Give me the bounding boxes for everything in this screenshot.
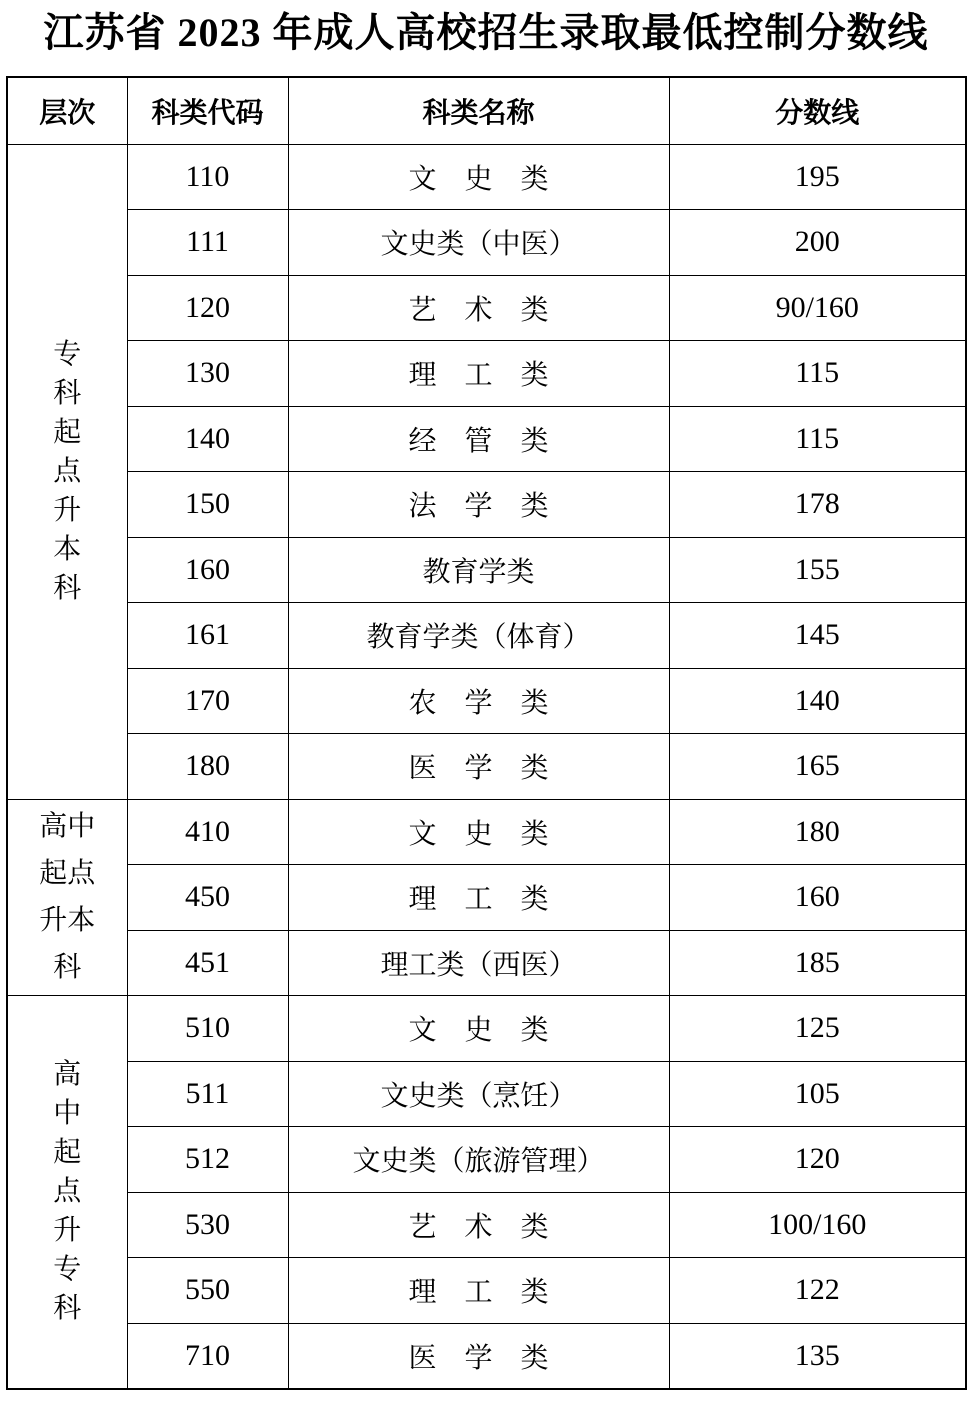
score-cell: 135	[669, 1323, 966, 1389]
name-cell: 医 学 类	[288, 1323, 669, 1389]
name-cell: 教育学类	[288, 537, 669, 603]
score-cell: 100/160	[669, 1192, 966, 1258]
code-cell: 161	[127, 603, 288, 669]
name-header: 科类名称	[288, 77, 669, 144]
code-cell: 512	[127, 1127, 288, 1193]
code-cell: 550	[127, 1258, 288, 1324]
score-cell: 125	[669, 996, 966, 1062]
level-cell	[7, 799, 127, 996]
name-cell: 理工类（西医）	[288, 930, 669, 996]
code-cell: 111	[127, 210, 288, 276]
table-row	[7, 865, 966, 931]
table-row	[7, 144, 966, 210]
page-title: 江苏省 2023 年成人高校招生录取最低控制分数线	[43, 10, 929, 55]
name-cell: 文史类（中医）	[288, 210, 669, 276]
table-row	[7, 1258, 966, 1324]
score-cell: 115	[669, 341, 966, 407]
header-row	[7, 77, 966, 144]
level-cell	[7, 144, 127, 799]
score-cell: 90/160	[669, 275, 966, 341]
score-cell: 145	[669, 603, 966, 669]
table-row	[7, 1323, 966, 1389]
level-label: 专科起点升本科	[53, 339, 82, 604]
score-cell: 115	[669, 406, 966, 472]
name-cell: 文 史 类	[288, 799, 669, 865]
code-cell: 530	[127, 1192, 288, 1258]
score-cell: 160	[669, 865, 966, 931]
name-cell: 艺 术 类	[288, 275, 669, 341]
table-row	[7, 1192, 966, 1258]
name-cell: 文史类（烹饪）	[288, 1061, 669, 1127]
code-cell: 180	[127, 734, 288, 800]
code-cell: 410	[127, 799, 288, 865]
name-cell: 文史类（旅游管理）	[288, 1127, 669, 1193]
code-cell: 451	[127, 930, 288, 996]
name-cell: 教育学类（体育）	[288, 603, 669, 669]
code-cell: 450	[127, 865, 288, 931]
score-lines-table	[6, 76, 967, 1390]
score-cell: 195	[669, 144, 966, 210]
score-header: 分数线	[669, 77, 966, 144]
code-cell: 150	[127, 472, 288, 538]
table-row	[7, 930, 966, 996]
table-row	[7, 472, 966, 538]
code-cell: 120	[127, 275, 288, 341]
score-cell: 140	[669, 668, 966, 734]
name-cell: 法 学 类	[288, 472, 669, 538]
level-label: 高中起点升本科	[39, 811, 96, 984]
name-cell: 经 管 类	[288, 406, 669, 472]
table-row	[7, 734, 966, 800]
score-cell: 165	[669, 734, 966, 800]
name-cell: 文 史 类	[288, 144, 669, 210]
code-header: 科类代码	[127, 77, 288, 144]
table-row	[7, 406, 966, 472]
code-cell: 710	[127, 1323, 288, 1389]
level-header: 层次	[7, 77, 127, 144]
name-cell: 农 学 类	[288, 668, 669, 734]
level-label: 高中起点升专科	[53, 1059, 82, 1325]
name-cell: 医 学 类	[288, 734, 669, 800]
table-row	[7, 668, 966, 734]
table-row	[7, 1127, 966, 1193]
level-cell	[7, 996, 127, 1389]
table-row	[7, 1061, 966, 1127]
score-cell: 178	[669, 472, 966, 538]
table-row	[7, 341, 966, 407]
name-cell: 艺 术 类	[288, 1192, 669, 1258]
table-row	[7, 799, 966, 865]
score-cell: 180	[669, 799, 966, 865]
score-cell: 120	[669, 1127, 966, 1193]
score-cell: 122	[669, 1258, 966, 1324]
name-cell: 理 工 类	[288, 341, 669, 407]
table-row	[7, 603, 966, 669]
code-cell: 110	[127, 144, 288, 210]
code-cell: 130	[127, 341, 288, 407]
table-row	[7, 537, 966, 603]
score-cell: 185	[669, 930, 966, 996]
code-cell: 170	[127, 668, 288, 734]
score-cell: 105	[669, 1061, 966, 1127]
code-cell: 160	[127, 537, 288, 603]
name-cell: 理 工 类	[288, 1258, 669, 1324]
code-cell: 510	[127, 996, 288, 1062]
score-cell: 200	[669, 210, 966, 276]
table-row	[7, 210, 966, 276]
name-cell: 文 史 类	[288, 996, 669, 1062]
table-row	[7, 275, 966, 341]
code-cell: 140	[127, 406, 288, 472]
name-cell: 理 工 类	[288, 865, 669, 931]
code-cell: 511	[127, 1061, 288, 1127]
table-row	[7, 996, 966, 1062]
score-cell: 155	[669, 537, 966, 603]
